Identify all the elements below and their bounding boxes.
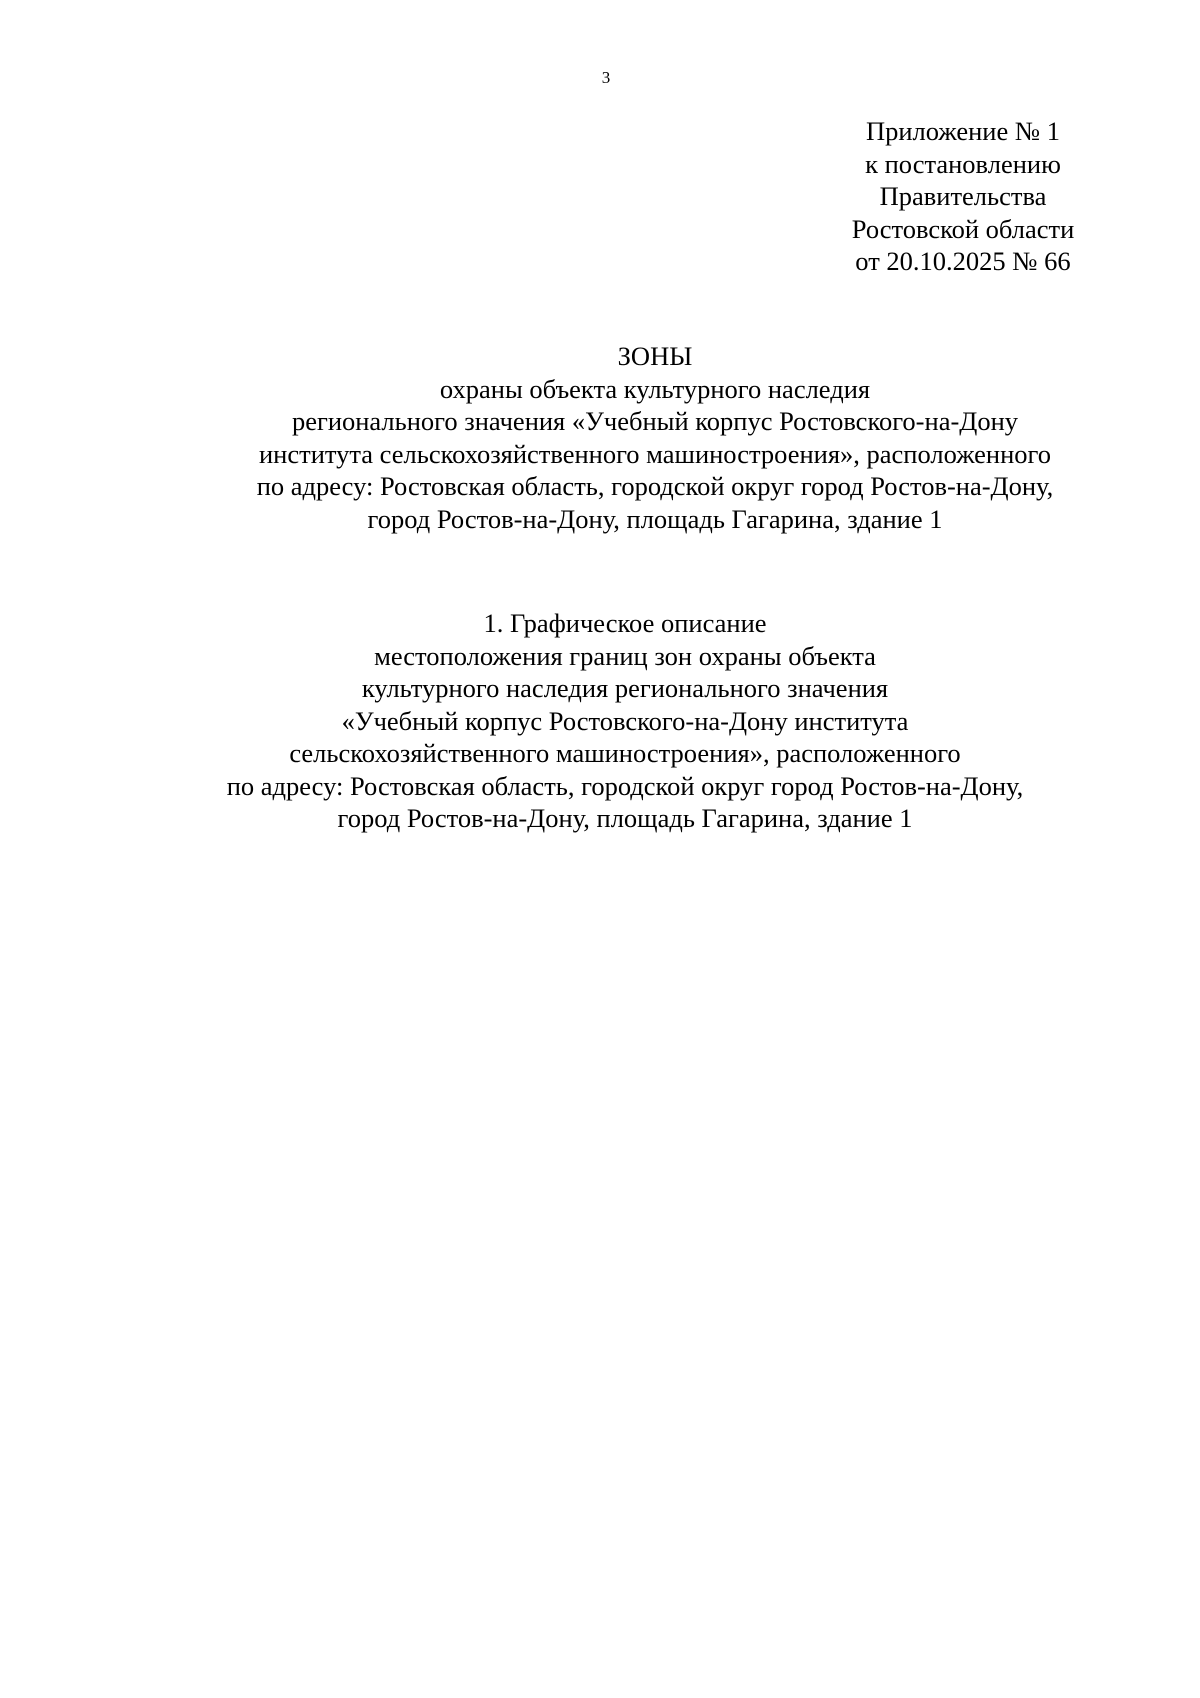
- appendix-line: Ростовской области: [851, 213, 1075, 244]
- section-line: местоположения границ зон охраны объекта: [374, 640, 876, 671]
- title-heading: ЗОНЫ: [617, 341, 693, 371]
- appendix-header: [838, 115, 1088, 278]
- title-line: института сельскохозяйственного машиностроения», расположенного: [259, 438, 1051, 469]
- title-line: по адресу: Ростовская область, городской округ город Ростов-на-Дону,: [256, 471, 1054, 501]
- section-line: сельскохозяйственного машиностроения», расположенного: [289, 738, 961, 768]
- section-line: 1. Графическое описание: [483, 608, 767, 638]
- section-line: культурного наследия регионального значения: [361, 673, 889, 703]
- appendix-line: от 20.10.2025 № 66: [855, 246, 1071, 276]
- title-line: город Ростов-на-Дону, площадь Гагарина, здание 1: [367, 503, 943, 534]
- appendix-line: Правительства: [879, 181, 1047, 211]
- title-line: охраны объекта культурного наследия: [439, 373, 871, 404]
- appendix-line: к постановлению: [865, 148, 1061, 179]
- title-line: регионального значения «Учебный корпус Ростовского-на-Дону: [291, 406, 1019, 436]
- document-title: [150, 340, 1160, 535]
- section-line: город Ростов-на-Дону, площадь Гагарина, здание 1: [337, 803, 913, 833]
- appendix-line: Приложение № 1: [865, 116, 1060, 146]
- section-line: «Учебный корпус Ростовского-на-Дону института: [341, 705, 909, 736]
- page-number: 3: [601, 68, 611, 87]
- section-line: по адресу: Ростовская область, городской округ город Ростов-на-Дону,: [226, 770, 1024, 801]
- section-heading: [120, 607, 1130, 835]
